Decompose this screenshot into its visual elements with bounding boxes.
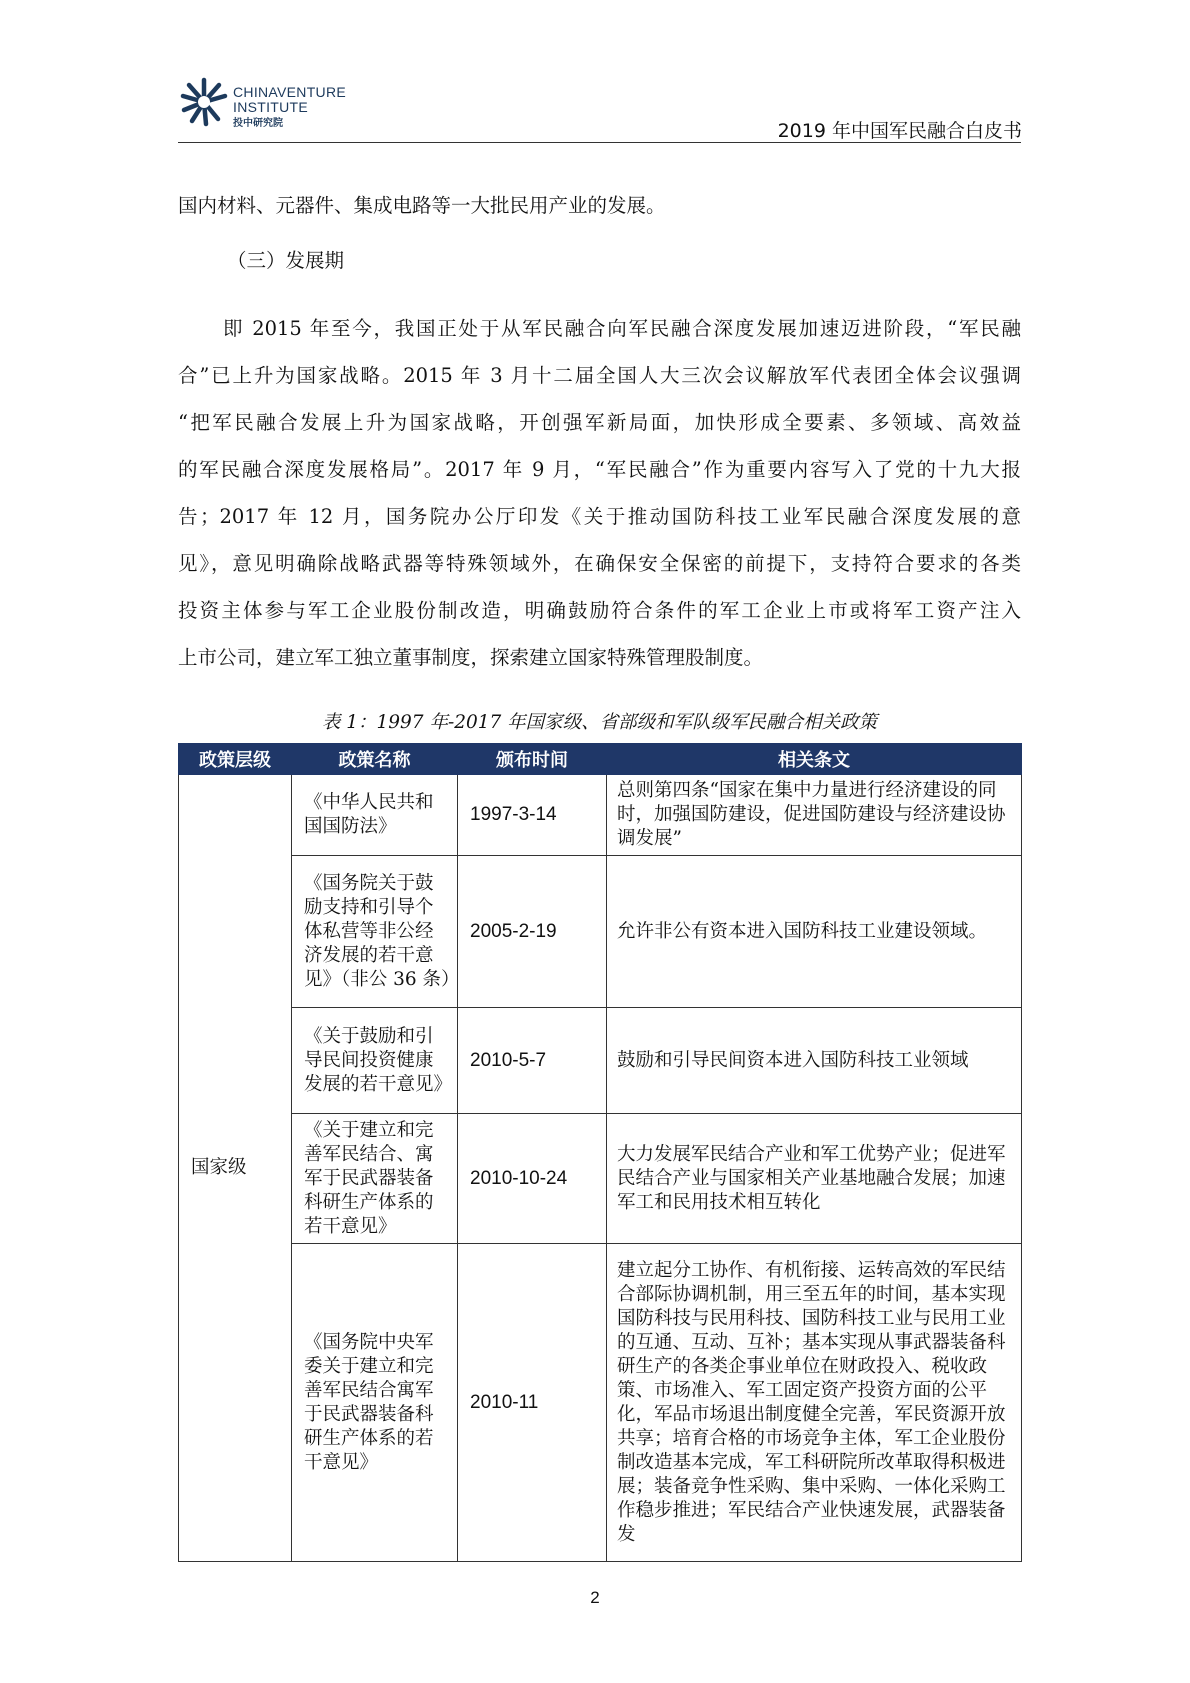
table-row bbox=[179, 775, 1022, 856]
table-caption: 表 1：1997 年-2017 年国家级、省部级和军队级军民融合相关政策 bbox=[321, 712, 878, 733]
starburst-logo-icon bbox=[178, 76, 230, 128]
policy-date-cell: 2005-2-19 bbox=[458, 856, 607, 1008]
policy-name-cell: 《国务院中央军委关于建立和完善军民结合寓军于民武器装备科研生产体系的若干意见》 bbox=[292, 1244, 458, 1562]
paragraph-line: 合”已上升为国家战略。2015 年 3 月十二届全国人大三次会议解放军代表团全体会议强调 bbox=[178, 364, 1021, 387]
column-header-name: 政策名称 bbox=[292, 744, 458, 775]
policy-table bbox=[178, 743, 1022, 1562]
table-row bbox=[179, 1114, 1022, 1244]
policy-name-cell: 《关于建立和完善军民结合、寓军于民武器装备科研生产体系的若干意见》 bbox=[292, 1114, 458, 1244]
section-heading-development-period: （三）发展期 bbox=[227, 249, 345, 272]
paragraph-line: 告；2017 年 12 月，国务院办公厅印发《关于推动国防科技工业军民融合深度发展的意 bbox=[178, 505, 1021, 528]
policy-name-cell: 《国务院关于鼓励支持和引导个体私营等非公经济发展的若干意见》（非公 36 条） bbox=[292, 856, 458, 1008]
column-header-date: 颁布时间 bbox=[458, 744, 607, 775]
policy-date-cell: 2010-5-7 bbox=[458, 1008, 607, 1114]
table-row bbox=[179, 1008, 1022, 1114]
page-number: 2 bbox=[590, 1588, 600, 1607]
table-row bbox=[179, 856, 1022, 1008]
policy-text-cell: 大力发展军民结合产业和军工优势产业；促进军民结合产业与国家相关产业基地融合发展；加速军工和民用技术相互转化 bbox=[607, 1114, 1022, 1244]
logo-text-chinese: 投中研究院 bbox=[233, 118, 283, 129]
logo-text-institute: INSTITUTE bbox=[233, 99, 309, 115]
policy-date-cell: 2010-11 bbox=[458, 1244, 607, 1562]
logo-text-chinaventure: CHINAVENTURE bbox=[233, 84, 347, 100]
document-title: 2019 年中国军民融合白皮书 bbox=[777, 120, 1022, 142]
paragraph-line: 即 2015 年至今，我国正处于从军民融合向军民融合深度发展加速迈进阶段，“军民融 bbox=[223, 317, 1021, 340]
column-header-level: 政策层级 bbox=[179, 744, 292, 775]
policy-level-cell: 国家级 bbox=[179, 775, 292, 1562]
policy-text-cell: 鼓励和引导民间资本进入国防科技工业领域 bbox=[607, 1008, 1022, 1114]
table-row bbox=[179, 1244, 1022, 1562]
policy-name-cell: 《关于鼓励和引导民间投资健康发展的若干意见》 bbox=[292, 1008, 458, 1114]
policy-text-cell: 总则第四条“国家在集中力量进行经济建设的同时，加强国防建设，促进国防建设与经济建设协调发展” bbox=[607, 775, 1022, 856]
policy-date-cell: 2010-10-24 bbox=[458, 1114, 607, 1244]
paragraph-line: 的军民融合深度发展格局”。2017 年 9 月，“军民融合”作为重要内容写入了党的十九大报 bbox=[178, 458, 1021, 481]
policy-date-cell: 1997-3-14 bbox=[458, 775, 607, 856]
paragraph-line: 投资主体参与军工企业股份制改造，明确鼓励符合条件的军工企业上市或将军工资产注入 bbox=[178, 599, 1021, 622]
policy-text-cell: 允许非公有资本进入国防科技工业建设领域。 bbox=[607, 856, 1022, 1008]
paragraph-line: “把军民融合发展上升为国家战略，开创强军新局面，加快形成全要素、多领域、高效益 bbox=[178, 411, 1021, 434]
policy-name-cell: 《中华人民共和国国防法》 bbox=[292, 775, 458, 856]
paragraph-development-period bbox=[178, 305, 1021, 681]
chinaventure-logo bbox=[178, 76, 378, 136]
header-divider bbox=[178, 142, 1021, 143]
paragraph-continuation: 国内材料、元器件、集成电路等一大批民用产业的发展。 bbox=[178, 194, 666, 217]
paragraph-line: 上市公司，建立军工独立董事制度，探索建立国家特殊管理股制度。 bbox=[178, 646, 764, 669]
paragraph-line: 见》，意见明确除战略武器等特殊领域外，在确保安全保密的前提下，支持符合要求的各类 bbox=[178, 552, 1021, 575]
policy-text-cell: 建立起分工协作、有机衔接、运转高效的军民结合部际协调机制，用三至五年的时间，基本实现国防科技与民用科技、国防科技工业与民用工业的互通、互动、互补；基本实现从事武器装备科研生产的各类企事业单位在财政投入、税收政策、市场准入、军工固定资产投资方面的公平化，军品市场退出制度健全完善，军民资源开放共享；培育合格的市场竞争主体，军工企业股份制改造基本完成，军工科研院所改革取得积极进展；装备竞争性采购、集中采购、一体化采购工作稳步推进；军民结合产业快速发展，武器装备发 bbox=[607, 1244, 1022, 1562]
table-header-row bbox=[179, 744, 1022, 775]
column-header-text: 相关条文 bbox=[607, 744, 1022, 775]
